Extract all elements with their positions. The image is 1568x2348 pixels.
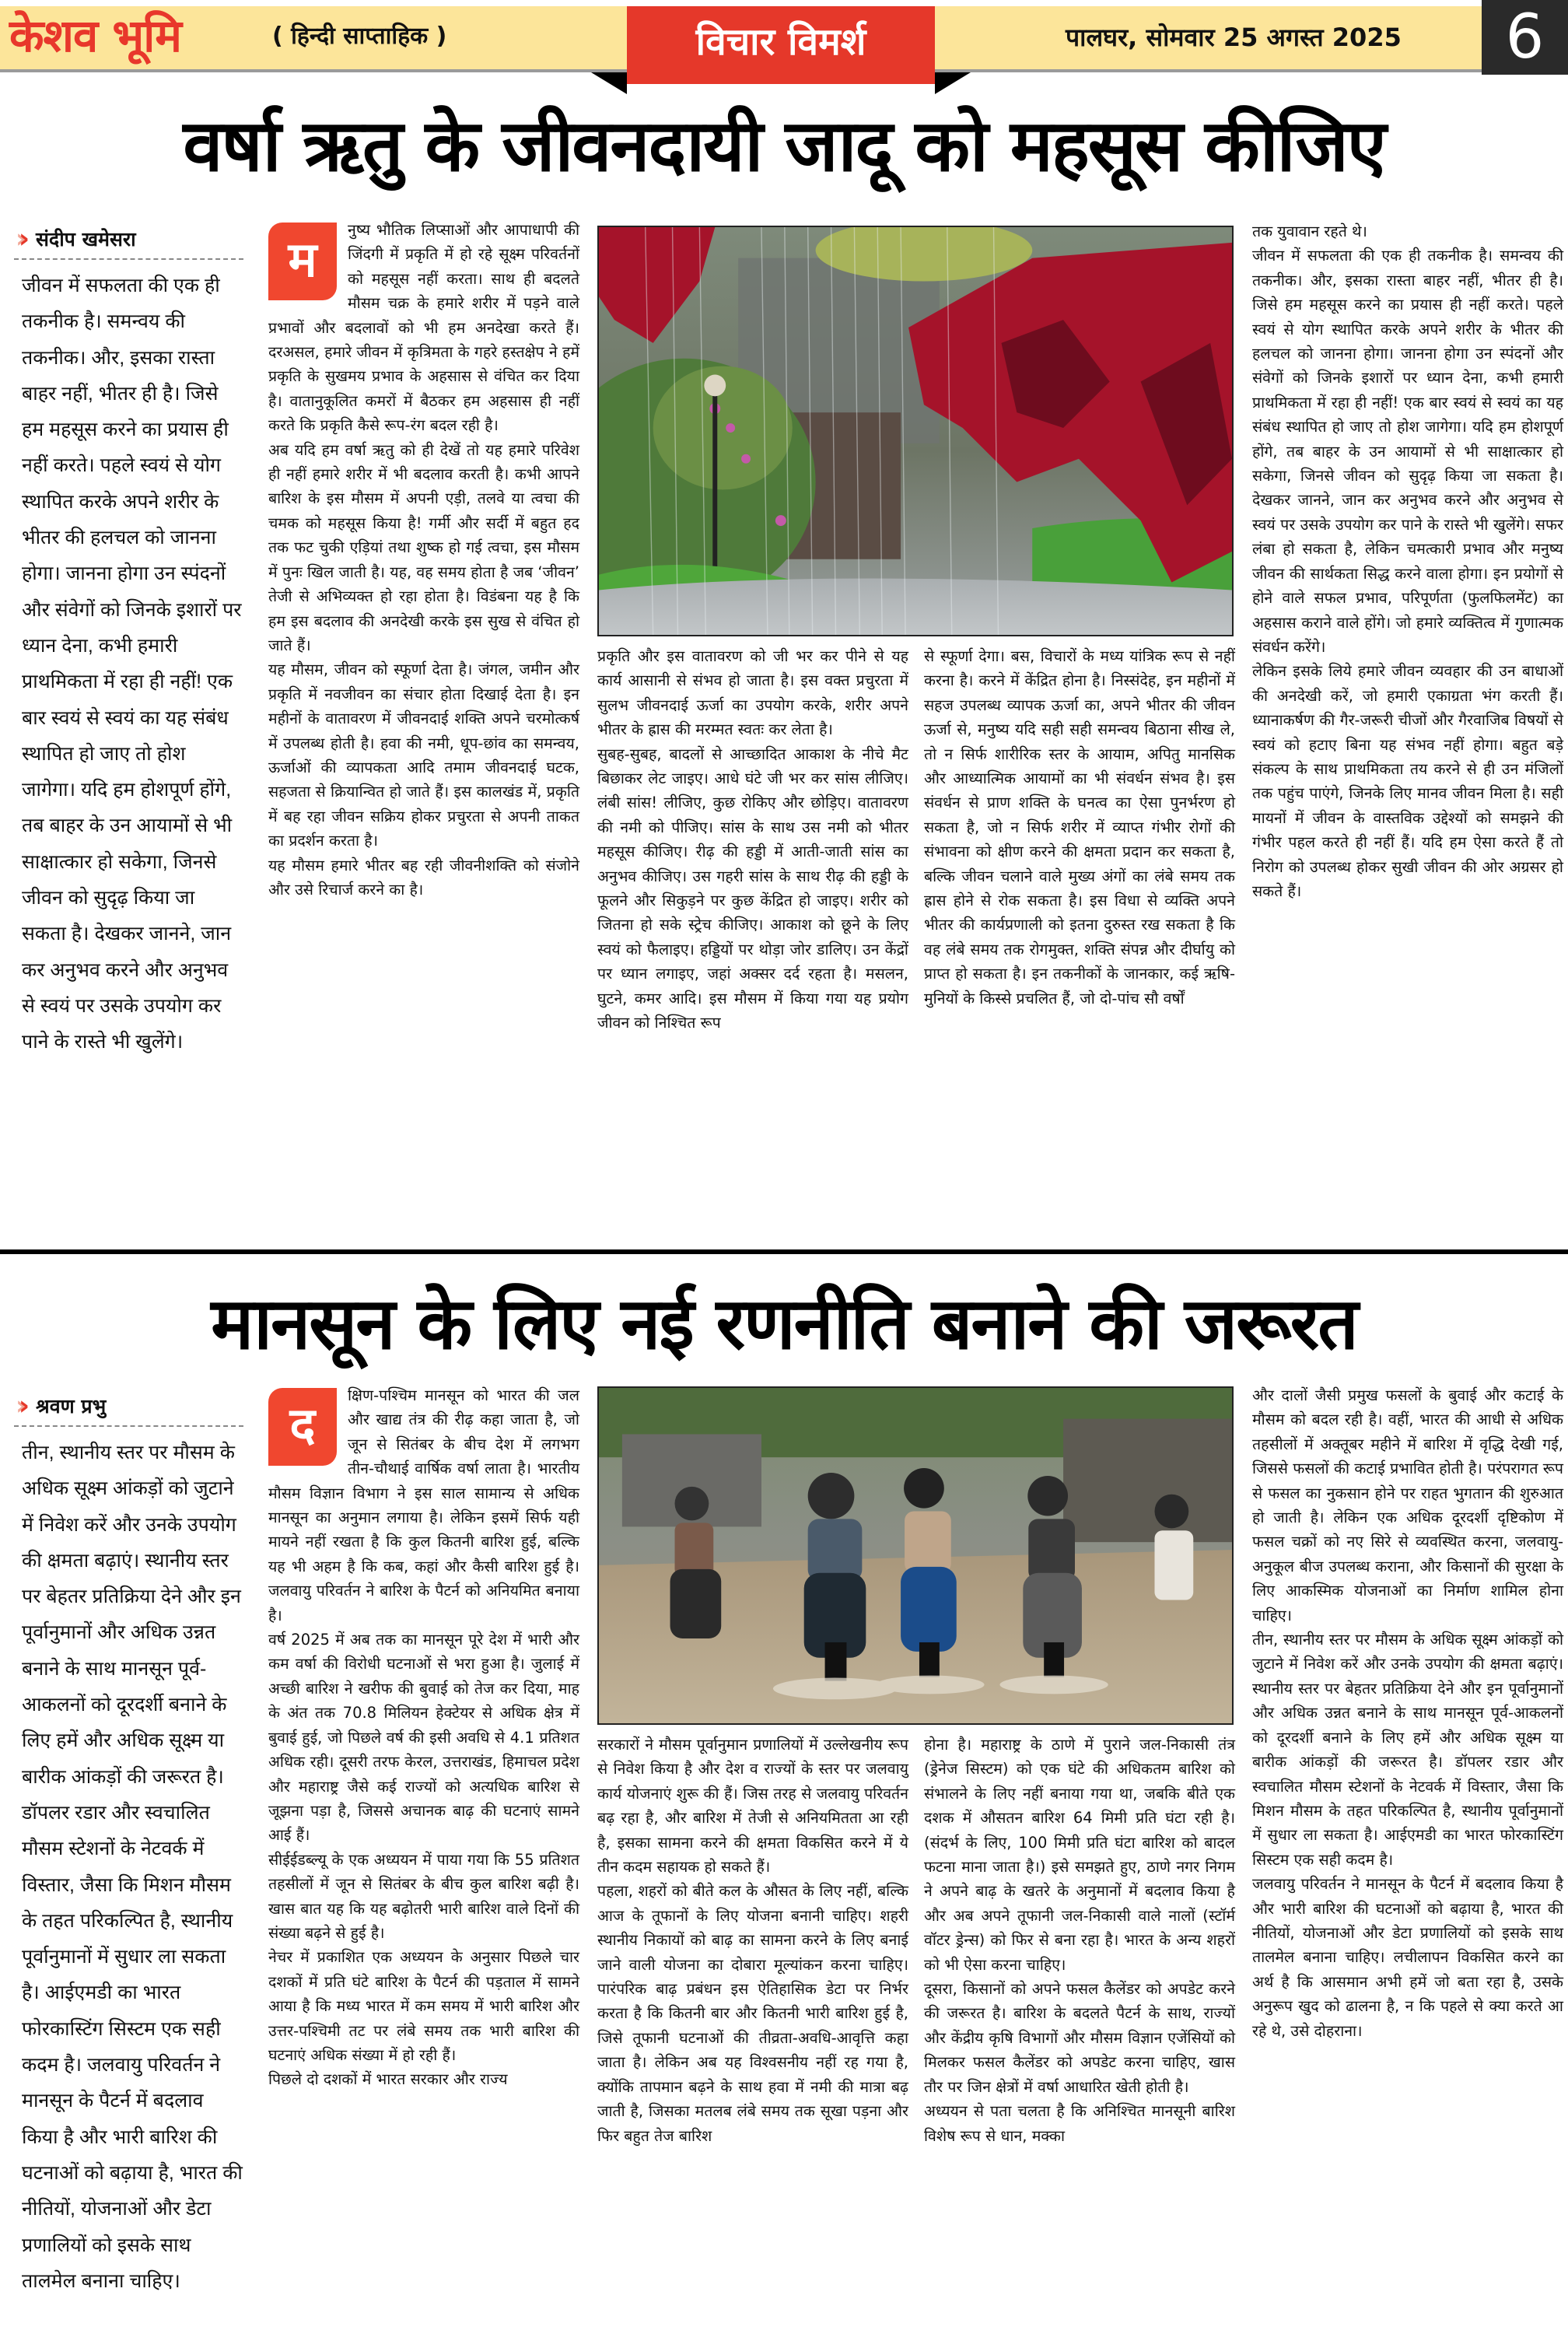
article2-paragraph: पिछले दो दशकों में भारत सरकार और राज्य	[268, 2070, 508, 2089]
article2-paragraph: तीन, स्थानीय स्तर पर मौसम के अधिक सूक्ष्म आंकड़ों को जुटाने में निवेश करें और उनके उपयोग की क्षमता बढ़ाएं। स्थानीय स्तर पर बेहतर प्रतिक्रिया देने और इन पूर्वानुमानों और अधिक उन्नत बनाने के साथ मानसून पूर्व-आकलनों को दूरदर्शी बनाने के लिए हमें और अधिक सूक्ष्म या बारीक आंकड़ों की जरूरत है। डॉपलर रडार और स्वचालित मौसम स्टेशनों के नेटवर्क में विस्तार, जैसा कि मिशन मौसम के तहत परिकल्पित है, स्थानीय पूर्वानुमानों में सुधार ला सकता है। आईएमडी का भारत फोरकास्टिंग सिस्टम एक सही कदम है।	[1252, 1631, 1563, 1869]
page-number: 6	[1482, 0, 1568, 75]
article1-dropcap: म	[268, 223, 337, 300]
article1-author: संदीप खमेसरा	[36, 228, 136, 251]
article2-paragraph: पहला, शहरों को बीते कल के औसत के लिए नहीं, बल्कि आज के तूफानों के लिए योजना बनानी चाहिए। शहरी स्थानीय निकायों को बाढ़ का सामना करने के लिए बनाई जाने वाली योजना का दोबारा मूल्यांकन करना चाहिए। पारंपरिक बाढ़ प्रबंधन इस ऐतिहासिक डेटा पर निर्भर करता है कि कितनी बार और कितनी भारी बारिश हुई है, जिसे तूफानी घटनाओं की तीव्रता-अवधि-आवृत्ति कहा जाता है। लेकिन अब यह विश्वसनीय नहीं रह गया है, क्योंकि तापमान बढ़ने के साथ हवा में नमी की मात्रा बढ़ जाती है, जिसका मतलब लंबे समय तक सूखा पड़ना और फिर बहुत तेज बारिश	[597, 1882, 908, 2145]
article2-paragraph: और दालों जैसी प्रमुख फसलों के बुवाई और कटाई के मौसम को बदल रही है। वहीं, भारत की आधी से अधिक तहसीलों में अक्तूबर महीने में बारिश में वृद्धि देखी गई, जिससे फसलों की कटाई प्रभावित होती है। परंपरागत रूप से फसल का नुकसान होने पर राहत भुगतान की शुरुआत हो जाती है। लेकिन एक अधिक दूरदर्शी दृष्टिकोण में फसल चक्रों को नए सिरे से व्यवस्थित करना, जलवायु-अनुकूल बीज उपलब्ध कराना, और किसानों की सुरक्षा के लिए आकस्मिक योजनाओं का निर्माण शामिल होना चाहिए।	[1252, 1386, 1563, 1624]
article1-column-1	[268, 218, 579, 1237]
article2-byline-sidebar	[14, 1386, 243, 2299]
article1-headline: वर्षा ऋतु के जीवनदायी जादू को महसूस कीजिए	[183, 104, 1385, 187]
chevron-double-right-icon: ››	[16, 1390, 23, 1421]
article1-column-3	[924, 644, 1235, 1243]
article2-author: श्रवण प्रभु	[36, 1395, 107, 1418]
article1-photo-rain-garden	[597, 226, 1234, 636]
article1-paragraph: लेकिन इसके लिये हमारे जीवन व्यवहार की उन बाधाओं की अनदेखी करें, जो हमारी एकाग्रता भंग करती हैं। ध्यानाकर्षण की गैर-जरूरी चीजों और गैरवाजिब विषयों से स्वयं को हटाए बिना यह संभव नहीं होगा। बहुत बड़े संकल्प के साथ प्राथमिकता तय करने से ही उन मंजिलों तक पहुंच पाएंगे, जिनके लिए मानव जीवन मिला है। सही मायनों में जीवन के वास्तविक उद्देश्यों को समझने की गंभीर पहल करते ही नहीं हैं। यदि हम ऐसा करते हैं तो निरोग को उपलब्ध होकर सुखी जीवन की ओर अग्रसर हो सकते हैं।	[1252, 662, 1563, 900]
article1-paragraph: नुष्य भौतिक लिप्साओं और आपाधापी की जिंदगी में प्रकृति में हो रहे सूक्ष्म परिवर्तनों को महसूस नहीं करता। साथ ही बदलते मौसम चक्र के हमारे शरीर में पड़ने वाले प्रभावों और बदलावों को भी हम अनदेखा करते हैं। दरअसल, हमारे जीवन में कृत्रिमता के गहरे हस्तक्षेप ने हमें प्रकृति के सुखमय प्रभाव के अहसास से वंचित कर दिया है। वातानुकूलित कमरों में बैठकर हम अहसास ही नहीं करते कि प्रकृति कैसे रूप-रंग बदल रही है।	[268, 221, 579, 435]
article2-paragraph: जलवायु परिवर्तन ने मानसून के पैटर्न में बदलाव किया है और भारी बारिश की घटनाओं को बढ़ाया है, भारत की नीतियों, योजनाओं और डेटा प्रणालियों को इसके साथ तालमेल बनाना चाहिए। लचीलापन विकसित करने का अर्थ है कि आसमान अभी हमें जो बता रहा है, उसके अनुरूप खुद को ढालना है, न कि पहले से क्या करते आ रहे थे, उसे दोहराना।	[1252, 1875, 1563, 2040]
article1-column-4	[1252, 219, 1563, 1246]
article1-paragraph: प्रकृति और इस वातावरण को जी भर कर पीने से यह कार्य आसानी से संभव हो जाता है। इस वक्त प्रचुरता में सुलभ जीवनदाई ऊर्जा का उपयोग करके, शरीर अपने भीतर के ह्रास की मरम्मत स्वतः कर लेता है।	[597, 647, 908, 739]
article2-pullquote: तीन, स्थानीय स्तर पर मौसम के अधिक सूक्ष्म आंकड़ों को जुटाने में निवेश करें और उनके उपयोग की क्षमता बढ़ाएं। स्थानीय स्तर पर बेहतर प्रतिक्रिया देने और इन पूर्वानुमानों और अधिक उन्नत बनाने के साथ मानसून पूर्व-आकलनों को दूरदर्शी बनाने के लिए हमें और अधिक सूक्ष्म या बारीक आंकड़ों की जरूरत है। डॉपलर रडार और स्वचालित मौसम स्टेशनों के नेटवर्क में विस्तार, जैसा कि मिशन मौसम के तहत परिकल्पित है, स्थानीय पूर्वानुमानों में सुधार ला सकता है। आईएमडी का भारत फोरकास्टिंग सिस्टम एक सही कदम है। जलवायु परिवर्तन ने मानसून के पैटर्न में बदलाव किया है और भारी बारिश की घटनाओं को बढ़ाया है, भारत की नीतियों, योजनाओं और डेटा प्रणालियों को इसके साथ तालमेल बनाना चाहिए।	[22, 1442, 243, 2292]
article1-pullquote: जीवन में सफलता की एक ही तकनीक है। समन्वय की तकनीक। और, इसका रास्ता बाहर नहीं, भीतर ही है। जिसे हम महसूस करने का प्रयास ही नहीं करते। पहले स्वयं से योग स्थापित करके अपने शरीर के भीतर की हलचल को जानना होगा। जानना होगा उन स्पंदनों और संवेगों को जिनके इशारों पर ध्यान देना, कभी हमारी प्राथमिकता में रहा ही नहीं! एक बार स्वयं से स्वयं का यह संबंध स्थापित हो जाए तो होश जागेगा। यदि हम होशपूर्ण होंगे, तब बाहर के उन आयामों से भी साक्षात्कार हो सकेगा, जिनसे जीवन को सुदृढ़ किया जा सकता है। देखकर जानने, जान कर अनुभव करने और अनुभव से स्वयं पर उसके उपयोग कर पाने के रास्ते भी खुलेंगे।	[22, 275, 242, 1053]
dateline: पालघर, सोमवार 25 अगस्त 2025	[1066, 23, 1402, 52]
article1-paragraph: सुबह-सुबह, बादलों से आच्छादित आकाश के नीचे मैट बिछाकर लेट जाइए। आधे घंटे जी भर कर सांस लीजिए। लंबी सांस! लीजिए, कुछ रोकिए और छोड़िए। वातावरण की नमी को पीजिए। सांस के साथ उस नमी को भीतर महसूस कीजिए। रीढ़ की हड्डी में आती-जाती सांस का अनुभव कीजिए। उस गहरी सांस के साथ रीढ़ की हड्डी के फूलने और सिकुड़ने पर कुछ केंद्रित हो जाइए। शरीर को जितना हो सके स्ट्रेच कीजिए। आकाश को छूने के लिए स्वयं को फैलाइए। हड्डियों पर थोड़ा जोर डालिए। उन केंद्रों पर ध्यान लगाइए, जहां अक्सर दर्द रहता है। मसलन, घुटने, कमर आदि। इस मौसम में किया गया यह प्रयोग जीवन को निश्चित रूप	[597, 745, 908, 1032]
chevron-double-right-icon: ››	[16, 223, 23, 254]
edition-label: ( हिन्दी साप्ताहिक )	[272, 23, 447, 50]
article1-paragraph: तक युवावान रहते थे।	[1252, 223, 1367, 240]
article1-paragraph: यह मौसम, जीवन को स्फूर्णा देता है। जंगल, जमीन और प्रकृति में नवजीवन का संचार होता दिखाई देता है। इन महीनों के वातावरण में जीवनदाई शक्ति अपने चरमोत्कर्ष में उपलब्ध होती है। हवा की नमी, धूप-छांव का समन्वय, ऊर्जाओं की व्यापकता आदि तमाम जीवनदाई घटक, सहजता से क्रियान्वित हो जाते हैं। इस कालखंड में, प्रकृति में बह रहा जीवन सक्रिय होकर प्रचुरता से अपनी ताकत का प्रदर्शन करता है।	[268, 661, 579, 850]
section-title: विचार विमर्श	[627, 6, 935, 84]
article1-paragraph: अब यदि हम वर्षा ऋतु को ही देखें तो यह हमारे परिवेश ही नहीं हमारे शरीर में भी बदलाव करती है। कभी आपने बारिश के इस मौसम में अपनी एड़ी, तलवे या त्वचा की चमक को महसूस किया है! गर्मी और सर्दी में बहुत हद तक फट चुकी एड़ियां तथा शुष्क हो गई त्वचा, इस मौसम में पुनः खिल जाती है। यह, वह समय होता है जब ‘जीवन’ तेजी से अभिव्यक्त हो रहा होता है। विडंबना यह है कि हम इस बदलाव की अनदेखी करके इस सुख से वंचित हो जाते हैं।	[268, 440, 579, 654]
article1-byline-sidebar	[14, 219, 243, 1060]
rain-garden-image	[599, 227, 1232, 635]
article1-paragraph: जीवन में सफलता की एक ही तकनीक है। समन्वय की तकनीक। और, इसका रास्ता बाहर नहीं, भीतर ही है। जिसे हम महसूस करने का प्रयास ही नहीं करते। पहले स्वयं से योग स्थापित करके अपने शरीर के भीतर की हलचल को जानना होगा। जानना होगा उन स्पंदनों और संवेगों को जिनके इशारों पर ध्यान देना, कभी हमारी प्राथमिकता में रहा ही नहीं! एक बार स्वयं से स्वयं का यह संबंध स्थापित हो जाए तो होश जागेगा। यदि हम होशपूर्ण होंगे, तब बाहर के उन आयामों से भी साक्षात्कार हो सकेगा, जिनसे जीवन को सुदृढ़ किया जा सकता है। देखकर जानने, जान कर अनुभव करने और अनुभव से स्वयं पर उसके उपयोग कर पाने के रास्ते भी खुलेंगे। सफर लंबा हो सकता है, लेकिन चमत्कारी प्रभाव और मनुष्य जीवन की सार्थकता सिद्ध करने वाला होगा। इन प्रयोगों से होने वाले सफल प्रभाव, परिपूर्णता (फुलफिलमेंट) का अहसास कराने वाले होंगे। जो हमारे व्यक्तित्व में गुणात्मक संवर्धन करेंगे।	[1252, 247, 1563, 656]
article2-column-1	[268, 1383, 579, 2348]
article2-paragraph: होना है। महाराष्ट्र के ठाणे में पुराने जल-निकासी तंत्र (ड्रेनेज सिस्टम) को एक घंटे की अधिकतम बारिश को संभालने के लिए नहीं बनाया गया था, जबकि बीते एक दशक में औसतन बारिश 64 मिमी प्रति घंटा रही है। (संदर्भ के लिए, 100 मिमी प्रति घंटा बारिश को बादल फटना माना जाता है।) इसे समझते हुए, ठाणे नगर निगम ने अपने बाढ़ के खतरे के अनुमानों में बदलाव किया है और अब अपने तूफानी जल-निकासी वाले नालों (स्टॉर्म वॉटर ड्रेन्स) को फिर से बना रहा है। भारत के अन्य शहरों को भी ऐसा करना चाहिए।	[924, 1736, 1235, 1974]
article2-paragraph: नेचर में प्रकाशित एक अध्ययन के अनुसार पिछले चार दशकों में प्रति घंटे बारिश के पैटर्न की पड़ताल में सामने आया है कि मध्य भारत में कम समय में भारी बारिश और उत्तर-पश्चिमी तट पर लंबे समय तक भारी बारिश की घटनाएं अधिक संख्या में हो रही हैं।	[268, 1948, 579, 2064]
article1-paragraph: से स्फूर्णा देगा। बस, विचारों के मध्य यांत्रिक रूप से नहीं करना है। करने में केंद्रित होना है। निस्संदेह, इन महीनों में सहज उपलब्ध व्यापक ऊर्जा का, अपने भीतर की जीवन ऊर्जा से, मनुष्य यदि सही सही समन्वय बिठाना सीख ले, तो न सिर्फ शारीरिक स्तर के आयाम, अपितु मानसिक और आध्यात्मिक आयामों का भी संवर्धन संभव है। इस संवर्धन से प्राण शक्ति के घनत्व का ऐसा पुनर्भरण हो सकता है, जो न सिर्फ शरीर में व्याप्त गंभीर रोगों की संभावना को क्षीण करने की क्षमता प्रदान कर सकता है, बल्कि जीवन चलाने वाले मुख्य अंगों का लंबे समय तक ह्रास होने से रोक सकता है। इस विधा से व्यक्ति अपने भीतर की कार्यप्रणाली को इतना दुरुस्त रख सकता है कि वह लंबे समय तक रोगमुक्त, शक्ति संपन्न और दीर्घायु को प्राप्त हो सकता है। इन तकनीकों के जानकार, कई ऋषि-मुनियों के किस्से प्रचलित हैं, जो दो-पांच सौ वर्षों	[924, 647, 1235, 1008]
section-ribbon-left	[591, 72, 627, 94]
article1-byline	[14, 219, 243, 260]
newspaper-name: केशव भूमि	[9, 9, 181, 62]
article2-paragraph: अध्ययन से पता चलता है कि अनिश्चित मानसूनी बारिश विशेष रूप से धान, मक्का	[924, 2102, 1235, 2145]
article2-column-2	[597, 1733, 908, 2347]
article1-paragraph: यह मौसम हमारे भीतर बह रही जीवनीशक्ति को संजोने और उसे रिचार्ज करने का है।	[268, 856, 579, 899]
article2-byline	[14, 1386, 243, 1427]
article2-dropcap: द	[268, 1388, 337, 1466]
article2-column-4	[1252, 1383, 1563, 2348]
masthead	[0, 0, 1568, 78]
article2-paragraph: क्षिण-पश्चिम मानसून को भारत की जल और खाद्य तंत्र की रीढ़ कहा जाता है, जो जून से सितंबर के बीच देश में लगभग तीन-चौथाई वार्षिक वर्षा लाता है। भारतीय मौसम विज्ञान विभाग ने इस साल सामान्य से अधिक मानसून का अनुमान लगाया है। लेकिन इसमें सिर्फ यही मायने नहीं रखता है कि कुल कितनी बारिश हुई, बल्कि यह भी अहम है कि कब, कहां और कैसी बारिश हुई है। जलवायु परिवर्तन ने बारिश के पैटर्न को अनियमित बनाया है।	[268, 1386, 579, 1624]
article2-paragraph: सीईईडब्ल्यू के एक अध्ययन में पाया गया कि 55 प्रतिशत तहसीलों में जून से सितंबर के बीच कुल बारिश बढ़ी है। खास बात यह कि यह बढ़ोतरी भारी बारिश वाले दिनों की संख्या बढ़ने से हुई है।	[268, 1850, 579, 1942]
article2-paragraph: दूसरा, किसानों को अपने फसल कैलेंडर को अपडेट करने की जरूरत है। बारिश के बदलते पैटर्न के साथ, राज्यों और केंद्रीय कृषि विभागों और मौसम विज्ञान एजेंसियों को मिलकर फसल कैलेंडर को अपडेट करना चाहिए, खास तौर पर जिन क्षेत्रों में वर्षा आधारित खेती होती है।	[924, 1980, 1235, 2096]
article2-paragraph: वर्ष 2025 में अब तक का मानसून पूरे देश में भारी और कम वर्षा की विरोधी घटनाओं से भरा हुआ है। जुलाई में अच्छी बारिश ने खरीफ की बुवाई को तेज कर दिया, माह के अंत तक 70.8 मिलियन हेक्टेयर से अधिक क्षेत्र में बुवाई हुई, जो पिछले वर्ष की इसी अवधि से 4.1 प्रतिशत अधिक रही। दूसरी तरफ केरल, उत्तराखंड, हिमाचल प्रदेश और महाराष्ट्र जैसे कई राज्यों को अत्यधिक बारिश से जूझना पड़ा है, जिससे अचानक बाढ़ की घटनाएं सामने आई हैं।	[268, 1631, 579, 1845]
section-ribbon-right	[935, 72, 971, 94]
article2-column-3	[924, 1733, 1235, 2347]
section-divider	[0, 1249, 1568, 1254]
flooded-street-image	[599, 1388, 1232, 1723]
article2-headline: मानसून के लिए नई रणनीति बनाने की जरूरत	[211, 1282, 1357, 1365]
article2-paragraph: सरकारों ने मौसम पूर्वानुमान प्रणालियों में उल्लेखनीय रूप से निवेश किया है और देश व राज्यों के स्तर पर जलवायु कार्य योजनाएं शुरू की हैं। जिस तरह से जलवायु परिवर्तन बढ़ रहा है, और बारिश में तेजी से अनियमितता आ रही है, इसका सामना करने की क्षमता विकसित करने में ये तीन कदम सहायक हो सकते हैं।	[597, 1736, 908, 1877]
article1-column-2	[597, 644, 908, 1243]
article2-photo-flooded-street	[597, 1386, 1234, 1725]
